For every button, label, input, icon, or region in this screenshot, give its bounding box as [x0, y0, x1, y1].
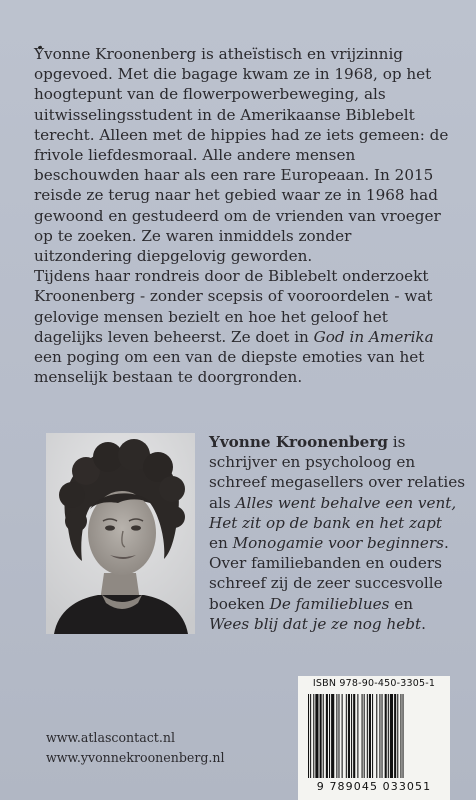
- barcode-bar: [364, 694, 365, 778]
- barcode-bar: [376, 694, 377, 778]
- publisher-link[interactable]: www.atlascontact.nl: [46, 730, 175, 745]
- bio-line: boeken De familieblues en: [209, 594, 414, 613]
- barcode-bar: [329, 694, 330, 778]
- blurb-paragraph-1: Yvonne Kroonenberg is atheïstisch en vrijzinnig opgevoed. Met die bagage kwam ze in 1968, op het hoogtepunt van de flowerpowerbeweging, als uitwisselingsstudent in de Amerikaanse Biblebelt terecht. Alleen met de hippies had ze iets gemeen: de frivole liefdesmoraal. Alle andere mensen beschouwden haar als een rare Europeaan. In 2015 reisde ze terug naar het gebied waar ze in 1968 had gewoond en gestudeerd om de vrienden van vroeger op te zoeken. Ze waren inmiddels zonder uitzondering diepgelovig geworden.: [34, 45, 449, 266]
- barcode-bar: [320, 694, 322, 778]
- bio-line: Yvonne Kroonenberg is: [209, 433, 406, 451]
- bio-line: schrijver en psycholoog en: [209, 453, 416, 472]
- book-title: Het zit op de bank en het zapt: [209, 513, 442, 532]
- barcode-bar: [308, 694, 309, 778]
- barcode-bar: [390, 694, 393, 778]
- barcode-bar: [367, 694, 368, 778]
- barcode-bar: [346, 694, 347, 778]
- blurb-paragraph-2: Tijdens haar rondreis door de Biblebelt onderzoekt Kroonenberg - zonder scepsis of vooroordelen - wat gelovige mensen bezielt en hoe het geloof het dagelijks leven beheerst. Ze doet in God in Amerika een poging om een van de diepste emoties van het menselijk bestaan te doorgronden.: [34, 267, 434, 387]
- author-website-link[interactable]: www.yvonnekroonenberg.nl: [46, 750, 225, 765]
- barcode-bar: [310, 694, 311, 778]
- website-links: [46, 728, 225, 768]
- barcode-bar: [382, 694, 383, 778]
- bio-line: Over familiebanden en ouders: [209, 554, 442, 573]
- author-bio: [209, 432, 465, 634]
- isbn-label: ISBN 978-90-450-3305-1: [312, 678, 436, 689]
- barcode-bar: [336, 694, 337, 778]
- barcode-bar: [372, 694, 373, 778]
- barcode-bar: [369, 694, 371, 778]
- barcode-bar: [379, 694, 380, 778]
- barcode-bar: [338, 694, 339, 778]
- barcode-bar: [388, 694, 389, 778]
- barcode-bar: [394, 694, 396, 778]
- bio-line: schreef megasellers over relaties: [209, 473, 465, 492]
- author-photo: [46, 433, 195, 634]
- book-title: Monogamie voor beginners: [232, 534, 444, 553]
- barcode-bar: [397, 694, 398, 778]
- barcode-icon: [306, 694, 442, 778]
- book-title: Alles went behalve een vent,: [235, 493, 457, 512]
- barcode-bar: [348, 694, 350, 778]
- barcode-bar: [403, 694, 404, 778]
- bio-line: en Monogamie voor beginners.: [209, 534, 449, 553]
- barcode-bar: [385, 694, 387, 778]
- bio-line: schreef zij de zeer succesvolle: [209, 574, 443, 593]
- blurb-text: [34, 44, 450, 387]
- barcode-bar: [400, 694, 401, 778]
- barcode-bar: [326, 694, 328, 778]
- barcode-bar: [323, 694, 324, 778]
- barcode-bar: [357, 694, 358, 778]
- barcode-bar: [342, 694, 343, 778]
- barcode-bar: [313, 694, 314, 778]
- barcode-bar: [351, 694, 352, 778]
- book-title: De familieblues: [269, 594, 390, 613]
- book-title: God in Amerika: [313, 327, 434, 346]
- book-title: Wees blij dat je ze nog hebt: [209, 614, 422, 633]
- author-name: Yvonne Kroonenberg: [209, 433, 388, 451]
- barcode-bar: [353, 694, 355, 778]
- barcode-bar: [331, 694, 334, 778]
- bio-line: Wees blij dat je ze nog hebt.: [209, 614, 426, 633]
- bio-line: als Alles went behalve een vent,: [209, 493, 457, 512]
- isbn-barcode: [298, 676, 450, 800]
- barcode-bar: [362, 694, 363, 778]
- barcode-bar: [315, 694, 318, 778]
- bio-line: [209, 513, 449, 533]
- barcode-digits: 9 789045 033051: [316, 780, 432, 793]
